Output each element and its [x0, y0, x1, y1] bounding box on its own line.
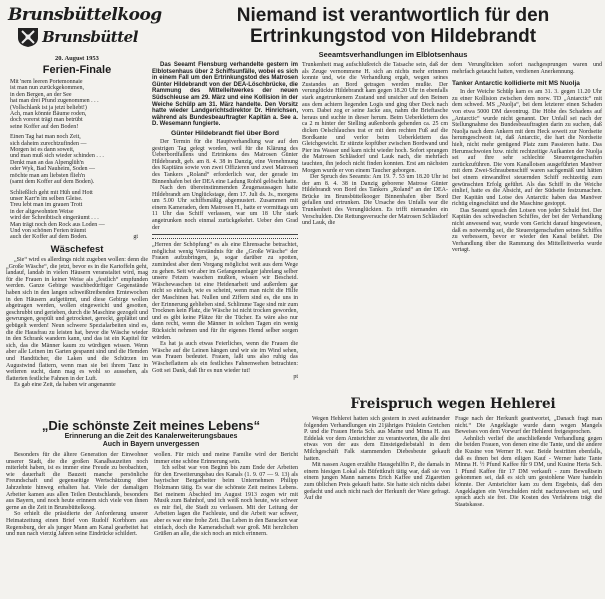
poem-line: in den Bergen, an der See [10, 91, 72, 98]
poem-line: Schließlich geht mit Hüh und Hott [10, 189, 93, 196]
paragraph: dem Verunglückten sofort nachgesprungen waren und mehrfach getaucht hatten, verdienen Anerkennung. [452, 62, 602, 75]
paragraph: „Herren der Schöpfung“ es als eine Ehrensache betrachtet, möglichst wenig Verständnis für die „Große Wäsche“ der Frauen aufzubringen, ja, sogar darüber zu spotten, zumindest aber dem Vorgang möglichst weit aus dem Wege zu gehen. Seit wir aber im Gefangenenlager jahrelang selber unsere Fetzen waschen mußten, wissen wir Bescheid. Wäschewaschen ist eine Heidenarbeit und außerdem gar nicht so einfach, wie es scheint, wenn man nicht die Hilfe der Maschinen hat. Nullen und Ziffern sind es, die uns in der Erinnerung geblieben sind. Schlimme Tage sind mir zum Trocknen kein Platz, die Wäsche ist nicht trocken geworden, und es gibt keine Plätze für die Tücher. Es wäre also nur dann recht, wenn die Männer in solchen Tagen ein wenig Rücksicht nehmen und für ihr eigenes Hemd selber sorgen würden. [152, 242, 298, 341]
section-title-hildebrandt: Günter Hildebrandt fiel über Bord [170, 129, 279, 137]
waesche-article [6, 244, 148, 389]
poem-line: hat man drei Pfund zugenommen . . . [10, 98, 99, 105]
masthead-subtitle: Brunsbüttel [42, 28, 138, 46]
poem-line: (Vollschlank ist ja jetzt beliebt!) [10, 104, 87, 111]
poem-line: Und von schönen Ferien träumt [10, 227, 86, 234]
poem-line: oder Wyk, Bad Nauheim, Soden — [10, 166, 96, 173]
ornamental-divider [152, 234, 298, 239]
waesche-title: Wäschefest [50, 244, 104, 255]
poem-line: seine Koffer auf den Boden! [10, 123, 79, 130]
waesche-body [6, 257, 148, 389]
seeamt-col3 [302, 62, 448, 227]
author-signature: gt [133, 234, 138, 241]
headline-line: Niemand ist verantwortlich für den [236, 5, 550, 26]
lebens-article [2, 418, 300, 538]
poem-line: in der altgewohnten Weise [10, 208, 74, 215]
paragraph: In der Weiche Schülp kam es am 31. 3. gegen 11.20 Uhr zu einer Kollision zwischen dem norw. TD „Antarctic“ mit dem schwed. MS „Nuolja“, bei dem letzterer einen Schaden von etwa 5000 DM davontrug. Die Höhe des Schadens auf „Antarctic“ wurde nicht genannt. Der Unfall sei nach der Stellungnahme des Bundesbeauftragten darin zu suchen, daß Nuolja nach dem Ankern mit dem Heck soweit zur Nordseite herumgeschwoit ist, daß Antarctic, die hart die Nordseite hielt, nicht mehr genügend Platz zum Passieren hatte. Das Herumschwoien bzw. nicht rechtzeitige Aufkanten der Nuolja sei auf ihre sehr schlechte Steuereigenschaften zurückzuführen. Die vom Kanallotsen ausgeführten Manöver mit dem Zwei-Schraubenschiff waren sachgemäß und hätten bei einem einwandfrei steuernden Schiff rechtzeitig zum gewünschten Erfolg geführt. Als das Schiff in die Weiche einlief, hatte es die Absicht, auf der Südseite festzumachen. Der Kapitän und Lotse des Antarctic haben das Manöver richtig eingeschätzt und die Maschine gestoppt. [452, 89, 602, 208]
poem-line: Mit 'nem leeren Portemonnaie [10, 79, 83, 85]
headline-line: Ertrinkungstod von Hildebrandt [249, 26, 537, 47]
poem-line: Treu lebt man im grauen Trott [10, 202, 83, 209]
column-2 [152, 62, 298, 381]
paragraph: Es gab eine Zeit, da haben wir angenannte [14, 382, 116, 389]
lebens-col2 [154, 452, 298, 538]
poem-line: Einen Tag hat man noch Zeit, [10, 134, 81, 141]
poem-line: Man trägt noch den Rock aus Loden — [10, 221, 105, 228]
freispruch-title: Freispruch wegen Hehlerei [350, 396, 556, 412]
poem-line: Ach, man könnte Bäume roden, [10, 111, 87, 118]
paragraph: Trunkenheit mag aufschlußreich die Tatsache sein, daß der als Zeuge vernommene H. sich an nichts mehr erinnern konnte und, wie die Verhandlung ergab, wegen seines Zustandes an Bord getragen werden mußte. Der verunglückte Hildebrandt kam gegen 18.20 Uhr in ebenfalls stark angetrunkenem Zustand und unsicher auf den Beinen aus dem achtern liegenden Logis und ging über Deck nach vorn. Dabei zog er seine Jacke aus, nahm die Brieftasche heraus und suchte in dieser herum. Beim Ueberklettern des ca 2 m hinter der Stelling außenbords gehenden ca. 25 cm dicken Oelschlauches trat er mit dem rechten Fuß auf die Bordkante und verlor beim Ueberklettern das Gleichgewicht. Er stürzte kopfüber zwischen Bordwand und Pier ins Wasser und kam nicht wieder hoch. Sofort sprangen die Matrosen Schläsdorf und Lauk nach, die mehrfach tauchten, ihn jedoch nicht finden konnten. Erst am nächsten Morgen wurde er von einem Taucher geborgen. [302, 62, 448, 174]
column-4 [452, 62, 602, 254]
seeamt-col4-intro [452, 62, 602, 75]
section-title-antarctic: Tanker Antarctic kollidierte mit MS Nuolja [452, 80, 580, 88]
poem-line: ist man nun zurückgekommen, [10, 85, 84, 92]
paragraph: Frage nach der Herkunft geantwortet, „Danach fragt man nicht.“ Die Angeklagte wurde dann wegen Mangels Beweises von dem Vorwurf der Hehlerei freigesprochen. [455, 416, 602, 436]
poem-line: sich daheim zurechtzufinden — [10, 140, 87, 147]
lebens-col1 [6, 452, 148, 538]
poem-line: Denkt man an das Alpenglüh'n [10, 159, 84, 166]
paragraph: Besonders für die ältere Generation der Einwohner unserer Stadt, die die großen Kanalbauzeiten noch miterlebt haben, ist es immer eine Freude zu beobachten, wie dauerhaft die Bauzeit manche persönliche Freundschaft und gegenseitige Wertschätzung über Jahrzehnte hinweg erhalten hat. Viele der damaligen Arbeiter kamen aus allen Teilen Deutschlands, besonders aus Bayern, und noch heute erinnern sich viele von ihnen gerne an die Zeit in Brunsbüttelkoog. [6, 452, 148, 511]
poem-line: wird der Schreibtisch eingeräumt . . . [10, 215, 99, 222]
paragraph: Es hat ja auch etwas Feierliches, wenn die Frauen die Wäsche auf die Leinen hängen und wir sie im Wind sehen, was Frauen bedeutet. Frauen, laßt uns also ruhig das Wäscheflattern als ein festliches Fahnenwehen betrachten: Gott sei Dank, daß Ihr es nun wieder tut! [152, 341, 298, 374]
issue-date: 20. August 1953 [55, 55, 99, 62]
paragraph: So erhielt die präsidierte der Anforderung unserer Heimatzeitung einen Brief von Rudolf Korbhorn aus Regensburg, der als junger Mann am Kanal gearbeitet hat und nun nach vierzig Jahren seine Eindrücke schildert. [6, 511, 148, 538]
paragraph: „Sie“ wird es allerdings nicht zugeben wollen: denn die „Große Wäsche“, die jetzt, bevor es in die Kartoffeln geht, landauf, landab in vielen Häusern veranstaltet wird, mag für die Frauen in keiner Weise als „festlich“ empfunden werden. Ganze Gebirge waschbedürftiger Gegenstände haben sich in den langen schweißtreibenden Erntewochen in den Häusern aufgetürmt, und diese Gebirge wollen abgetragen werden, wollen eingeweicht und gesotten, geschrubbt und gerieben, durch die Maschine gezogelt und gewrungen, gespült und getrocknet, gereckt, geplättet und gebügelt werden! Neun schwere Spezialarbeiten sind es, die die Hausfrau zu leisten hat, bevor die Wäsche wieder in den Schrank wandern kann, und das ist ein Kapitel für sich, das die Männer kaum zu würdigen wissen. Wenn aber alle Leinen im Garten gespannt sind und die Hemden und Handtücher, die Laken und die Schürzen im Augustwind flattern, wenn man sie bei ihrem Tanz in weiteren sucht, dann mag es wohl so aussehen, als flatterten festliche Fahnen in der Luft. [6, 257, 148, 382]
freispruch-col2 [455, 416, 602, 508]
paragraph: wollen. Für mich und meine Familie wird der Bericht immer eine schöne Erinnerung sein. [154, 452, 298, 465]
paragraph: Das Seeamt sprach den Lotsen von jeder Schuld frei. Der Kapitän des schwedischen Schiffes, der bei der Verhandlung nicht anwesend war, wurde vom Gericht darauf hingewiesen, daß es notwendig sei, die Steuereigenschaften seines Schiffes zu verbessern, bevor er wieder den Kanal befährt. Die Verhandlung über die Rammung des Mittelleitwerks wurde vertagt. [452, 207, 602, 254]
lebens-subtitle-1: Erinnerung an die Zeit des Kanalerweiterungsbaues [64, 433, 238, 440]
poem-line: unser Karr'n im selben Gleise. [10, 195, 83, 202]
paragraph: Der Spruch des Seeamts: Am 19. 7. 53 um 18.20 Uhr ist der am 8. 4. 38 in Danzig geborene Matrose Günter Hildebrandt von Bord des Tankers „Roland“ an der DEA-Brücke im Brunsbüttelkooger Binnenhafen über Bord gefallen und ertrunken. Die Ursache des Unfalls war die Trunkenheit des Verunglückten. Es trifft niemanden ein Verschulden. Die Rettungsversuche der Matrosen Schläsdorf und Lauk, die [302, 174, 448, 227]
seeamt-section1-body [152, 139, 298, 231]
town-crest-icon [16, 26, 40, 48]
seeamt-section2-body [452, 89, 602, 254]
main-subheadline: Seeamtsverhandlungen im Elblotsenhaus [318, 50, 468, 59]
paragraph: Mit nassen Augen erzählte Hausgehilfin P., die damals in einem hiesigen Lokal als Büfettkraft tätig war, daß sie von einem jungen Mann namens Erich Kaffee und Zigaretten zum üblichen Preis gekauft hatte. Sie hatte sich nichts dabei gedacht und auch nicht nach der Herkunft der Ware gefragt. Auf die [304, 462, 450, 502]
paragraph: Nach den übereinstimmenden Zeugenaussagen hatte Hildebrandt am Unglückstage, dem 17. Juli ds. Js., morgens um 5.00 Uhr schiffsmäßig abgemustert. Zusammen mit einem Kameraden, dem Matrosen H., hatte er vormittags um 11 Uhr das Schiff verlassen, war um 18 Uhr stark angetrunken noch einmal zurückgekehrt. Ueber den Grad der [152, 185, 298, 231]
poem-line: (samt dem Koffer auf dem Boden). [10, 179, 95, 186]
author-signature: pt [293, 374, 298, 381]
main-headline [182, 5, 604, 47]
masthead [8, 5, 162, 53]
waesche-continuation [152, 242, 298, 374]
paragraph: Der Termin für die Hauptverhandlung war auf den gestrigen Tag gelegt worden, weil für die Klärung des Ueberbordfallens und Ertrinkens des Matrosen Günter Hildebrandt, geb. am 8. 4. 38 in Danzig, eine Vernehmung des Kapitäns sowie von zwei Offizieren und zwei Matrosen des Tankers „Roland“ erforderlich war, der gerade im Binnenhafen bei der DEA eine Ladung Rohöl gelöscht hatte. [152, 138, 298, 185]
lebens-title: „Die schönste Zeit meines Lebens“ [41, 418, 261, 433]
ferien-poem [10, 79, 146, 241]
freispruch-article [302, 396, 604, 508]
paragraph: Ich selbst war von Beginn bis zum Ende der Arbeiten für den Erweiterungsbau des Kanals (1. 9. 07 — 9. 13) als bayrischer Bergarbeiter beim Unternehmen Philipp Holzmann tätig. Es war die schönste Zeit meines Lebens. Bei meinem Abschied im August 1913 zogen wir mit Musik zum Bahnhof, und ich weiß noch heute, wie schwer es mir fiel, die Stadt zu verlassen. Mit der Leitung der Arbeiten lagen die Fachleute, und die Arbeit war schwer, aber es war eine frohe Zeit. Das Leben in den Baracken war einfach, doch die Kameradschaft war groß. Mit herzlichen Grüßen an alle, die sich noch an mich erinnern. [154, 465, 298, 538]
poem-line: auch der Koffer auf dem Boden. [10, 234, 88, 241]
poem-line: und man muß sich wieder schinden . . . [10, 153, 104, 160]
ferien-title: Ferien-Finale [42, 64, 112, 76]
paragraph: Aehnlich verlief die anschließende Verhandlung gegen die beiden Frauen, von denen eine die Tante, und die andere die Kusine von Werner H. war. Beide bestritten ebenfalls, daß es ihnen bei dem eiligen Kauf - Werner hatte Tante Minna H. ½ Pfund Kaffee für 9 DM, und Kusine Herta Sch. 1 Pfund Kaffee für 17 DM verkauft - zum Bewußtsein gekommen sei, daß es sich um gestohlene Ware handeln könnte. Der Amtsrichter kam zu dem Ergebnis, daß den Angeklagten ein Verschulden nicht nachzuweisen sei, und sprach auch sie frei. Die Kosten des Verfahrens trägt die Staatskasse. [455, 435, 602, 508]
paragraph: Wegen Hehlerei hatten sich gestern in zwei aufeinander folgenden Verhandlungen ein 21jähriges Fräulein Gretchen P. und die Frauen Herta Sch. aus Marne und Minna H. aus Eddelak vor dem Amtsrichter zu verantworten, die alle drei etwas von der aus dem Einsteigediebstahl in dem Milchgeschäft Falk stammenden Diebesbeute gekauft hatten. [304, 416, 450, 462]
seeamt-lead: Das Seeamt Flensburg verhandelte gestern im Elblotsenhaus über 2 Schiffsunfälle, wobei es sich in einem Fall um den Ertrinkungstod des Matrosen Günter Hildebrandt von der DEA-Löschbrücke, die Rammung des Mittelleitwerkes der neuen Südschleuse am 29. März und eine Kollision in der Weiche Schülp am 31. März handelte. Den Vorsitz hatte wieder Landgerichtsdirektor Dr. Hinrichsen, während als Bundesbeauftragter Kapitän a. See a. D. Wesemann fungierte. [152, 62, 298, 128]
freispruch-col1 [304, 416, 450, 508]
poem-line: möchte man am liebsten flieh'n [10, 172, 86, 179]
poem-line: Morgen ist es dann soweit, [10, 147, 75, 154]
lebens-subtitle-2: Auch in Bayern unvergessen [102, 441, 200, 448]
poem-line: doch vorerst trägt man betrübt [10, 117, 83, 124]
masthead-title: Brunsbüttelkoog [8, 5, 162, 25]
